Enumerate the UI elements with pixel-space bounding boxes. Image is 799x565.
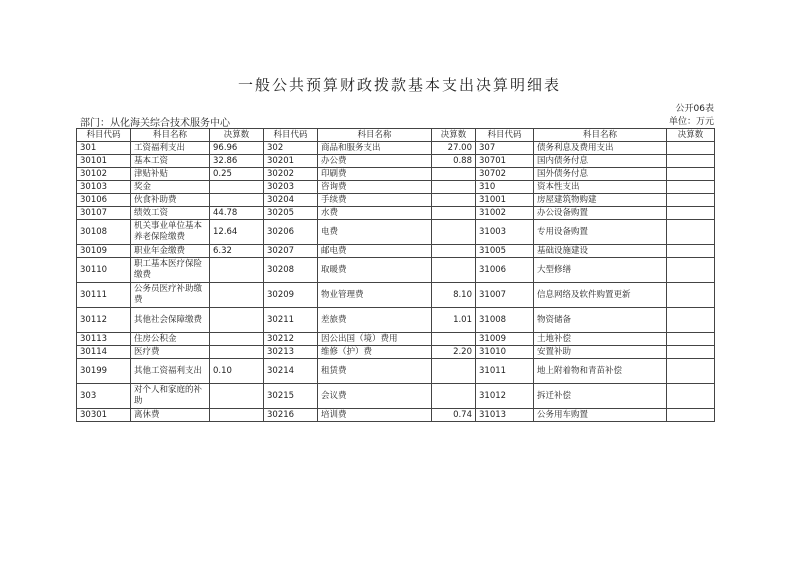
name-cell: 办公费 bbox=[318, 155, 432, 168]
code-cell: 30204 bbox=[264, 194, 318, 207]
table-row bbox=[77, 409, 715, 422]
amount-cell bbox=[432, 333, 476, 346]
table-row bbox=[77, 333, 715, 346]
name-cell: 咨询费 bbox=[318, 181, 432, 194]
name-cell: 国内债务付息 bbox=[534, 155, 667, 168]
name-cell: 津贴补贴 bbox=[131, 168, 210, 181]
name-cell: 培训费 bbox=[318, 409, 432, 422]
code-cell: 30215 bbox=[264, 384, 318, 409]
form-number: 公开06表 bbox=[675, 104, 714, 114]
name-cell: 物业管理费 bbox=[318, 283, 432, 308]
name-cell: 离休费 bbox=[131, 409, 210, 422]
code-cell: 30205 bbox=[264, 207, 318, 220]
amount-cell bbox=[210, 409, 264, 422]
name-cell: 维修（护）费 bbox=[318, 346, 432, 359]
name-cell: 医疗费 bbox=[131, 346, 210, 359]
amount-cell bbox=[667, 409, 715, 422]
table-row bbox=[77, 359, 715, 384]
name-cell: 基本工资 bbox=[131, 155, 210, 168]
amount-cell bbox=[432, 168, 476, 181]
amount-cell bbox=[667, 283, 715, 308]
code-cell: 30109 bbox=[77, 245, 131, 258]
table-row bbox=[77, 245, 715, 258]
amount-cell bbox=[667, 220, 715, 245]
header-cell: 决算数 bbox=[667, 129, 715, 142]
amount-cell: 0.88 bbox=[432, 155, 476, 168]
amount-cell bbox=[210, 181, 264, 194]
code-cell: 31012 bbox=[476, 384, 534, 409]
code-cell: 31002 bbox=[476, 207, 534, 220]
code-cell: 30201 bbox=[264, 155, 318, 168]
name-cell: 房屋建筑物购建 bbox=[534, 194, 667, 207]
header-cell: 科目代码 bbox=[77, 129, 131, 142]
table-row bbox=[77, 207, 715, 220]
amount-cell: 0.74 bbox=[432, 409, 476, 422]
amount-cell: 32.86 bbox=[210, 155, 264, 168]
amount-cell bbox=[667, 155, 715, 168]
table-row bbox=[77, 194, 715, 207]
amount-cell: 1.01 bbox=[432, 308, 476, 333]
amount-cell bbox=[432, 258, 476, 283]
code-cell: 30208 bbox=[264, 258, 318, 283]
name-cell: 印刷费 bbox=[318, 168, 432, 181]
amount-cell bbox=[432, 207, 476, 220]
amount-cell bbox=[667, 245, 715, 258]
name-cell: 住房公积金 bbox=[131, 333, 210, 346]
code-cell: 30199 bbox=[77, 359, 131, 384]
table-row bbox=[77, 181, 715, 194]
header-cell: 科目名称 bbox=[534, 129, 667, 142]
name-cell: 公务员医疗补助缴费 bbox=[131, 283, 210, 308]
name-cell: 安置补助 bbox=[534, 346, 667, 359]
table-title: 一般公共预算财政拨款基本支出决算明细表 bbox=[237, 76, 561, 94]
name-cell: 公务用车购置 bbox=[534, 409, 667, 422]
amount-cell: 2.20 bbox=[432, 346, 476, 359]
amount-cell bbox=[667, 384, 715, 409]
header-cell: 决算数 bbox=[210, 129, 264, 142]
code-cell: 31006 bbox=[476, 258, 534, 283]
name-cell: 职工基本医疗保险缴费 bbox=[131, 258, 210, 283]
code-cell: 31011 bbox=[476, 359, 534, 384]
header-row bbox=[77, 129, 715, 142]
code-cell: 30114 bbox=[77, 346, 131, 359]
amount-cell bbox=[667, 333, 715, 346]
amount-cell: 27.00 bbox=[432, 142, 476, 155]
code-cell: 30112 bbox=[77, 308, 131, 333]
amount-cell bbox=[210, 346, 264, 359]
amount-cell bbox=[667, 194, 715, 207]
name-cell: 差旅费 bbox=[318, 308, 432, 333]
code-cell: 30203 bbox=[264, 181, 318, 194]
amount-cell bbox=[210, 194, 264, 207]
code-cell: 307 bbox=[476, 142, 534, 155]
code-cell: 310 bbox=[476, 181, 534, 194]
name-cell: 手续费 bbox=[318, 194, 432, 207]
amount-cell bbox=[210, 308, 264, 333]
code-cell: 30213 bbox=[264, 346, 318, 359]
name-cell: 专用设备购置 bbox=[534, 220, 667, 245]
code-cell: 30211 bbox=[264, 308, 318, 333]
code-cell: 31003 bbox=[476, 220, 534, 245]
amount-cell bbox=[667, 346, 715, 359]
code-cell: 30214 bbox=[264, 359, 318, 384]
amount-cell bbox=[667, 142, 715, 155]
code-cell: 31013 bbox=[476, 409, 534, 422]
amount-cell bbox=[432, 245, 476, 258]
name-cell: 信息网络及软件购置更新 bbox=[534, 283, 667, 308]
name-cell: 绩效工资 bbox=[131, 207, 210, 220]
amount-cell bbox=[667, 308, 715, 333]
code-cell: 30207 bbox=[264, 245, 318, 258]
name-cell: 水费 bbox=[318, 207, 432, 220]
amount-cell bbox=[210, 258, 264, 283]
code-cell: 31009 bbox=[476, 333, 534, 346]
name-cell: 商品和服务支出 bbox=[318, 142, 432, 155]
table-row bbox=[77, 155, 715, 168]
name-cell: 地上附着物和青苗补偿 bbox=[534, 359, 667, 384]
code-cell: 30113 bbox=[77, 333, 131, 346]
name-cell: 邮电费 bbox=[318, 245, 432, 258]
table-row bbox=[77, 258, 715, 283]
name-cell: 奖金 bbox=[131, 181, 210, 194]
code-cell: 30212 bbox=[264, 333, 318, 346]
code-cell: 30110 bbox=[77, 258, 131, 283]
amount-cell bbox=[210, 283, 264, 308]
table-row bbox=[77, 384, 715, 409]
table-row bbox=[77, 142, 715, 155]
amount-cell: 6.32 bbox=[210, 245, 264, 258]
amount-cell: 0.10 bbox=[210, 359, 264, 384]
table-row bbox=[77, 220, 715, 245]
code-cell: 30701 bbox=[476, 155, 534, 168]
code-cell: 30102 bbox=[77, 168, 131, 181]
department-label: 部门：从化海关综合技术服务中心 bbox=[80, 118, 230, 129]
name-cell: 基础设施建设 bbox=[534, 245, 667, 258]
code-cell: 303 bbox=[77, 384, 131, 409]
amount-cell: 44.78 bbox=[210, 207, 264, 220]
name-cell: 伙食补助费 bbox=[131, 194, 210, 207]
code-cell: 30202 bbox=[264, 168, 318, 181]
header-cell: 科目代码 bbox=[264, 129, 318, 142]
amount-cell: 12.64 bbox=[210, 220, 264, 245]
code-cell: 301 bbox=[77, 142, 131, 155]
code-cell: 30111 bbox=[77, 283, 131, 308]
amount-cell bbox=[432, 384, 476, 409]
name-cell: 其他社会保障缴费 bbox=[131, 308, 210, 333]
name-cell: 拆迁补偿 bbox=[534, 384, 667, 409]
name-cell: 机关事业单位基本养老保险缴费 bbox=[131, 220, 210, 245]
name-cell: 租赁费 bbox=[318, 359, 432, 384]
header-cell: 科目名称 bbox=[131, 129, 210, 142]
code-cell: 30103 bbox=[77, 181, 131, 194]
amount-cell bbox=[432, 220, 476, 245]
name-cell: 物资储备 bbox=[534, 308, 667, 333]
amount-cell bbox=[210, 333, 264, 346]
amount-cell bbox=[210, 384, 264, 409]
name-cell: 债务利息及费用支出 bbox=[534, 142, 667, 155]
name-cell: 大型修缮 bbox=[534, 258, 667, 283]
code-cell: 30216 bbox=[264, 409, 318, 422]
amount-cell bbox=[432, 359, 476, 384]
code-cell: 30106 bbox=[77, 194, 131, 207]
header-cell: 决算数 bbox=[432, 129, 476, 142]
amount-cell bbox=[667, 207, 715, 220]
code-cell: 31001 bbox=[476, 194, 534, 207]
table-row bbox=[77, 283, 715, 308]
amount-cell bbox=[667, 258, 715, 283]
name-cell: 职业年金缴费 bbox=[131, 245, 210, 258]
code-cell: 30209 bbox=[264, 283, 318, 308]
table-row bbox=[77, 346, 715, 359]
amount-cell bbox=[667, 359, 715, 384]
code-cell: 31010 bbox=[476, 346, 534, 359]
code-cell: 31007 bbox=[476, 283, 534, 308]
code-cell: 31005 bbox=[476, 245, 534, 258]
name-cell: 会议费 bbox=[318, 384, 432, 409]
name-cell: 其他工资福利支出 bbox=[131, 359, 210, 384]
amount-cell bbox=[432, 194, 476, 207]
code-cell: 30108 bbox=[77, 220, 131, 245]
amount-cell bbox=[667, 181, 715, 194]
code-cell: 30107 bbox=[77, 207, 131, 220]
table-row bbox=[77, 308, 715, 333]
name-cell: 办公设备购置 bbox=[534, 207, 667, 220]
name-cell: 取暖费 bbox=[318, 258, 432, 283]
code-cell: 31008 bbox=[476, 308, 534, 333]
code-cell: 302 bbox=[264, 142, 318, 155]
name-cell: 土地补偿 bbox=[534, 333, 667, 346]
name-cell: 对个人和家庭的补助 bbox=[131, 384, 210, 409]
table-row bbox=[77, 168, 715, 181]
header-cell: 科目名称 bbox=[318, 129, 432, 142]
name-cell: 工资福利支出 bbox=[131, 142, 210, 155]
amount-cell: 96.96 bbox=[210, 142, 264, 155]
amount-cell bbox=[667, 168, 715, 181]
unit-label: 单位：万元 bbox=[668, 117, 714, 127]
amount-cell bbox=[432, 181, 476, 194]
name-cell: 资本性支出 bbox=[534, 181, 667, 194]
code-cell: 30206 bbox=[264, 220, 318, 245]
name-cell: 电费 bbox=[318, 220, 432, 245]
code-cell: 30702 bbox=[476, 168, 534, 181]
amount-cell: 0.25 bbox=[210, 168, 264, 181]
code-cell: 30101 bbox=[77, 155, 131, 168]
code-cell: 30301 bbox=[77, 409, 131, 422]
budget-detail-table bbox=[76, 128, 715, 422]
amount-cell: 8.10 bbox=[432, 283, 476, 308]
name-cell: 国外债务付息 bbox=[534, 168, 667, 181]
name-cell: 因公出国（境）费用 bbox=[318, 333, 432, 346]
header-cell: 科目代码 bbox=[476, 129, 534, 142]
